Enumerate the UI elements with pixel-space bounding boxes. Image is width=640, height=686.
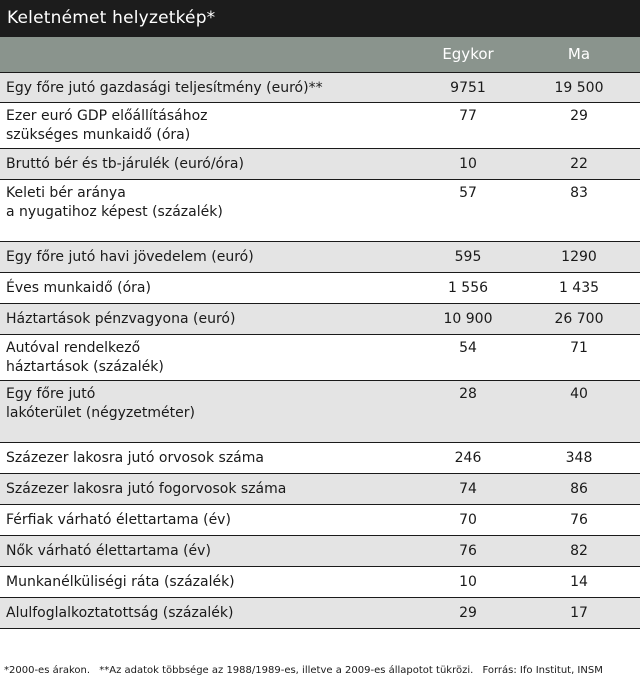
- row-value-now: 71: [570, 340, 588, 356]
- table-row: [0, 304, 640, 335]
- row-value-then: 57: [459, 185, 477, 201]
- row-label-line1: Éves munkaidő (óra): [6, 280, 151, 296]
- row-value-then: 76: [459, 543, 477, 559]
- row-label-line1: Alulfoglalkoztatottság (százalék): [6, 605, 234, 621]
- table-row: [0, 598, 640, 629]
- row-value-now: 40: [570, 386, 588, 402]
- row-label: [6, 385, 406, 423]
- row-value-now: 22: [570, 156, 588, 172]
- row-value-now: 1 435: [558, 280, 600, 296]
- row-value-now: 17: [570, 605, 588, 621]
- table-row: [0, 149, 640, 180]
- row-value-then: 77: [459, 108, 477, 124]
- row-label: [6, 107, 406, 145]
- row-value-now: 86: [570, 481, 588, 497]
- row-label: [6, 542, 406, 561]
- row-value-now: 1290: [561, 249, 597, 265]
- row-label: [6, 480, 406, 499]
- column-header-row: [0, 37, 640, 72]
- row-value-now: 29: [570, 108, 588, 124]
- row-label: [6, 155, 406, 174]
- row-label-line2: háztartások (százalék): [6, 359, 164, 375]
- footnote-prices: *2000-es árakon.: [4, 665, 91, 676]
- table-row: [0, 443, 640, 474]
- row-label-line2: a nyugatihoz képest (százalék): [6, 204, 223, 220]
- row-label-line1: Nők várható élettartama (év): [6, 543, 211, 559]
- row-value-then: 10: [459, 156, 477, 172]
- row-value-then: 28: [459, 386, 477, 402]
- row-label: [6, 279, 406, 298]
- row-value-now: 14: [570, 574, 588, 590]
- row-label-line1: Bruttó bér és tb-járulék (euró/óra): [6, 156, 244, 172]
- row-label: [6, 310, 406, 329]
- row-label: [6, 184, 406, 222]
- row-value-now: 82: [570, 543, 588, 559]
- column-header-now: Ma: [567, 45, 591, 63]
- table-title: Keletnémet helyzetkép*: [0, 0, 640, 37]
- row-label: [6, 449, 406, 468]
- row-label-line2: szükséges munkaidő (óra): [6, 127, 191, 143]
- row-label: [6, 79, 406, 98]
- row-label: [6, 248, 406, 267]
- footnote-years: **Az adatok többsége az 1988/1989-es, illetve a 2009-es állapotot tükrözi.: [99, 665, 474, 676]
- table-row: [0, 381, 640, 443]
- row-value-then: 246: [454, 450, 482, 466]
- row-label-line1: Autóval rendelkező: [6, 340, 141, 356]
- data-table: [0, 72, 640, 629]
- table-row: [0, 273, 640, 304]
- row-value-now: 26 700: [554, 311, 604, 327]
- row-label-line1: Egy főre jutó havi jövedelem (euró): [6, 249, 254, 265]
- table-row: [0, 180, 640, 242]
- row-value-now: 19 500: [554, 80, 604, 96]
- row-value-then: 29: [459, 605, 477, 621]
- row-label-line1: Ezer euró GDP előállításához: [6, 108, 208, 124]
- row-value-then: 9751: [450, 80, 486, 96]
- table-row: [0, 474, 640, 505]
- table-row: [0, 505, 640, 536]
- row-value-then: 1 556: [447, 280, 489, 296]
- row-value-then: 74: [459, 481, 477, 497]
- footnote: [4, 665, 640, 676]
- row-label-line1: Egy főre jutó gazdasági teljesítmény (euró)**: [6, 80, 323, 96]
- row-value-then: 10 900: [443, 311, 493, 327]
- row-label-line1: Százezer lakosra jutó orvosok száma: [6, 450, 264, 466]
- row-label-line1: Százezer lakosra jutó fogorvosok száma: [6, 481, 287, 497]
- table-row: [0, 72, 640, 103]
- row-label: [6, 604, 406, 623]
- table-row: [0, 536, 640, 567]
- row-label: [6, 339, 406, 377]
- table-row: [0, 103, 640, 149]
- row-label-line2: lakóterület (négyzetméter): [6, 405, 195, 421]
- row-value-then: 54: [459, 340, 477, 356]
- row-value-now: 76: [570, 512, 588, 528]
- table-row: [0, 335, 640, 381]
- row-value-then: 595: [454, 249, 482, 265]
- row-label: [6, 511, 406, 530]
- row-value-now: 83: [570, 185, 588, 201]
- footnote-source: Forrás: Ifo Institut, INSM: [482, 665, 603, 676]
- table-row: [0, 242, 640, 273]
- table-row: [0, 567, 640, 598]
- row-label-line1: Egy főre jutó: [6, 386, 96, 402]
- row-value-now: 348: [565, 450, 593, 466]
- row-label-line1: Férfiak várható élettartama (év): [6, 512, 231, 528]
- row-value-then: 70: [459, 512, 477, 528]
- row-label-line1: Keleti bér aránya: [6, 185, 126, 201]
- row-label-line1: Háztartások pénzvagyona (euró): [6, 311, 236, 327]
- row-label-line1: Munkanélküliségi ráta (százalék): [6, 574, 235, 590]
- column-header-then: Egykor: [442, 45, 494, 63]
- row-value-then: 10: [459, 574, 477, 590]
- row-label: [6, 573, 406, 592]
